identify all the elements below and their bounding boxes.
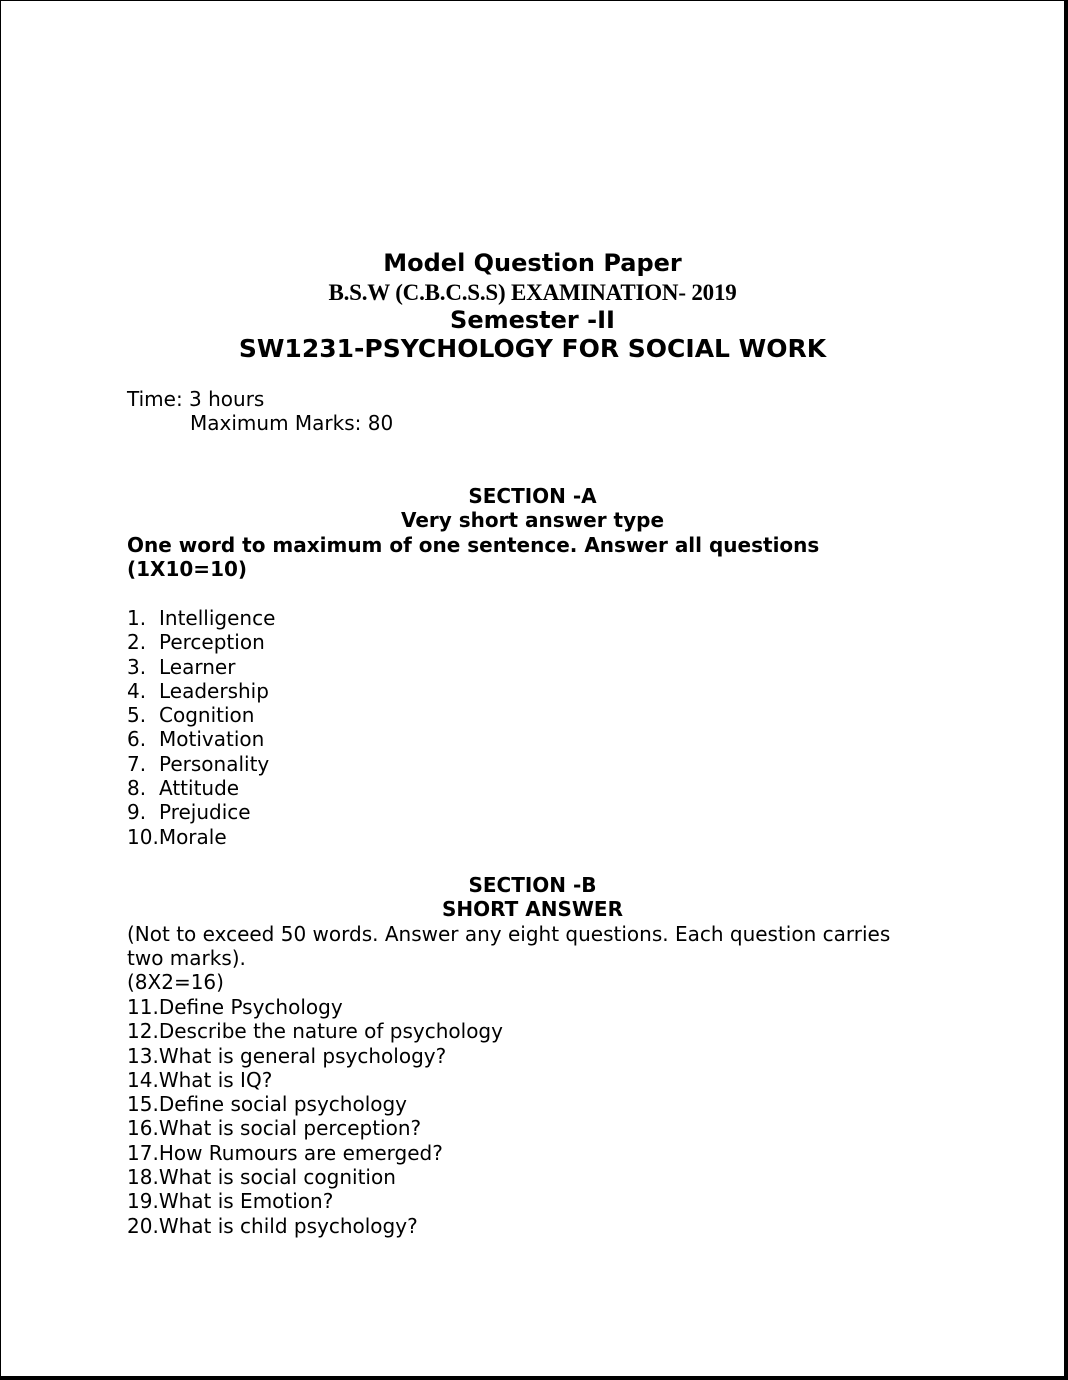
section-b-questions (127, 995, 503, 1238)
question-text: What is Emotion? (158, 1189, 334, 1214)
question-item (127, 655, 275, 679)
section-a-instruction: One word to maximum of one sentence. Answer all questions (127, 533, 820, 557)
question-item (127, 800, 275, 824)
question-text: What is general psychology? (158, 1043, 447, 1068)
question-item (127, 1116, 503, 1140)
question-text: What is child psychology? (158, 1213, 418, 1238)
section-b-instruction-cont: two marks). (127, 946, 246, 970)
question-text: What is social perception? (158, 1116, 422, 1141)
question-item (127, 1092, 503, 1116)
question-text: Define social psychology (158, 1092, 408, 1117)
question-number: 8. (127, 776, 147, 801)
question-text: How Rumours are emerged? (158, 1140, 443, 1165)
question-item (127, 727, 275, 751)
maximum-marks: Maximum Marks: 80 (190, 411, 394, 435)
question-item (127, 825, 275, 849)
section-a-title: SECTION -A (468, 484, 597, 508)
question-text: Attitude (159, 776, 240, 801)
question-item (127, 1019, 503, 1043)
question-item (127, 1141, 503, 1165)
section-b-instruction: (Not to exceed 50 words. Answer any eight questions. Each question carries (127, 922, 891, 946)
question-number: 19. (127, 1189, 159, 1214)
question-number: 6. (127, 727, 147, 752)
question-item (127, 1044, 503, 1068)
question-item (127, 1189, 503, 1213)
section-a-subtitle: Very short answer type (400, 508, 665, 532)
question-number: 14. (127, 1067, 159, 1092)
question-item (127, 776, 275, 800)
question-item (127, 1068, 503, 1092)
question-text: Prejudice (159, 800, 251, 825)
section-b-title: SECTION -B (468, 873, 597, 897)
question-number: 12. (127, 1019, 159, 1044)
section-a-questions (127, 606, 275, 849)
course-title: SW1231-PSYCHOLOGY FOR SOCIAL WORK (238, 334, 827, 363)
question-number: 1. (127, 606, 147, 630)
question-text: What is IQ? (158, 1067, 273, 1092)
question-number: 5. (127, 703, 147, 728)
question-number: 18. (127, 1165, 159, 1190)
question-number: 10. (127, 824, 159, 849)
question-text: Learner (159, 654, 236, 679)
question-number: 9. (127, 800, 147, 825)
question-number: 11. (127, 995, 159, 1019)
question-number: 4. (127, 678, 147, 703)
time-allowed: Time: 3 hours (127, 387, 265, 411)
question-text: Perception (159, 630, 265, 655)
question-item (127, 679, 275, 703)
question-number: 13. (127, 1043, 159, 1068)
question-text: Motivation (159, 727, 265, 752)
question-item (127, 1165, 503, 1189)
semester: Semester -II (450, 306, 615, 334)
question-text: Intelligence (159, 606, 276, 630)
section-b-subtitle: SHORT ANSWER (442, 897, 623, 921)
question-item (127, 703, 275, 727)
question-text: What is social cognition (158, 1165, 396, 1190)
question-number: 7. (127, 751, 147, 776)
question-number: 17. (127, 1140, 159, 1165)
question-number: 2. (127, 630, 147, 655)
paper-title: Model Question Paper (383, 249, 682, 277)
question-number: 3. (127, 654, 147, 679)
question-number: 20. (127, 1213, 159, 1238)
question-text: Describe the nature of psychology (158, 1019, 503, 1044)
question-text: Leadership (159, 678, 269, 703)
question-number: 16. (127, 1116, 159, 1141)
question-text: Cognition (159, 703, 255, 728)
exam-name: B.S.W (C.B.C.S.S) EXAMINATION- 2019 (328, 280, 737, 305)
question-item (127, 630, 275, 654)
question-number: 15. (127, 1092, 159, 1117)
question-text: Morale (158, 824, 227, 849)
question-item (127, 752, 275, 776)
section-a-marks: (1X10=10) (127, 557, 248, 581)
question-text: Personality (159, 751, 270, 776)
question-text: Define Psychology (158, 995, 343, 1019)
question-item (127, 606, 275, 630)
section-b-marks: (8X2=16) (127, 970, 224, 994)
question-item (127, 995, 503, 1019)
question-item (127, 1214, 503, 1238)
